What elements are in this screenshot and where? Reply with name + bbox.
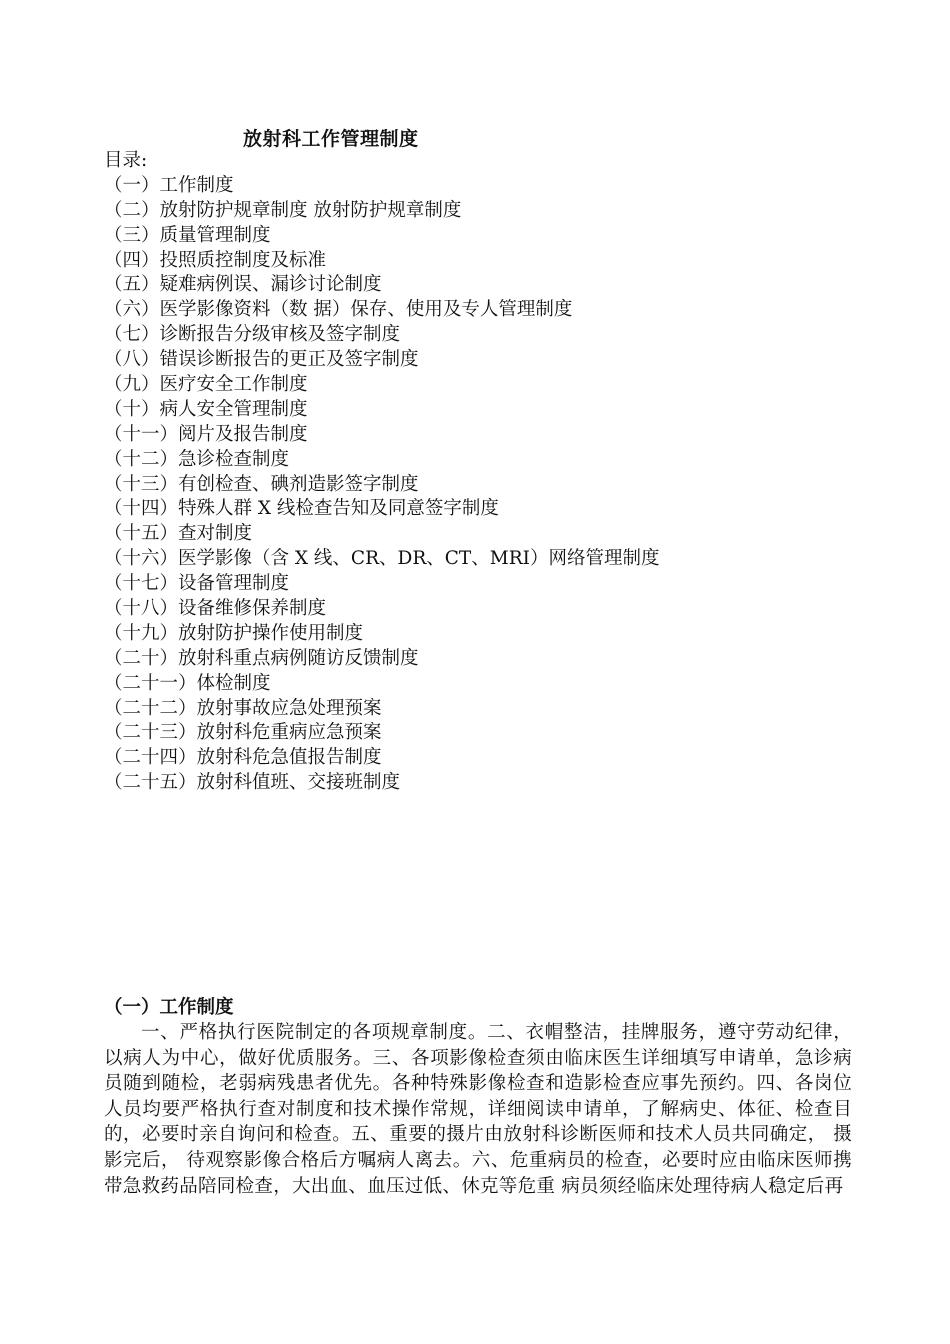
table-of-contents	[104, 149, 864, 796]
document-title: 放射科工作管理制度	[243, 128, 419, 150]
toc-item: （十一）阅片及报告制度	[104, 423, 308, 445]
toc-item: （十六）医学影像（含 X 线、CR、DR、CT、MRI）网络管理制度	[104, 548, 660, 570]
toc-heading: 目录:	[104, 150, 148, 171]
toc-item: （三）质量管理制度	[104, 224, 271, 246]
toc-item: （十）病人安全管理制度	[104, 398, 308, 420]
toc-item: （十八）设备维修保养制度	[104, 598, 327, 620]
toc-item: （一）工作制度	[104, 174, 234, 196]
toc-item: （六）医学影像资料（数 据）保存、使用及专人管理制度	[104, 299, 573, 321]
toc-item: （二十三）放射科危重病应急预案	[104, 722, 382, 744]
toc-item: （十七）设备管理制度	[104, 573, 290, 595]
toc-item: （四）投照质控制度及标准	[104, 249, 327, 271]
section-heading: （一）工作制度	[104, 997, 234, 1018]
section-work-rules	[104, 995, 852, 1199]
toc-item: （八）错误诊断报告的更正及签字制度	[104, 349, 419, 371]
toc-item: （十四）特殊人群 X 线检查告知及同意签字制度	[104, 498, 499, 520]
toc-item: （二）放射防护规章制度 放射防护规章制度	[104, 199, 462, 221]
section-body-paragraph: 一、严格执行医院制定的各项规章制度。二、衣帽整洁，挂牌服务，遵守劳动纪律，以病人为中心，做好优质服务。三、各项影像检查须由临床医生详细填写申请单，急诊病员随到随检，老弱病残患者优先。各种特殊影像检查和造影检查应事先预约。四、各岗位人员均要严格执行查对制度和技术操作常规，详细阅读申请单，了解病史、体征、检查目 的，必要时亲自询问和检查。五、重要的摄片由放射科诊断医师和技术人员共同确定， 摄影完后， 待观察影像合格后方嘱病人离去。六、危重病员的检查，必要时应由临床医师携带急救药品陪同检查，大出血、血压过低、休克等危重 病员须经临床处理待病人稳定后再	[104, 1022, 852, 1197]
toc-item: （二十二）放射事故应急处理预案	[104, 697, 382, 719]
toc-list	[104, 174, 864, 796]
toc-item: （五）疑难病例误、漏诊讨论制度	[104, 274, 382, 296]
toc-item: （十三）有创检查、碘剂造影签字制度	[104, 473, 419, 495]
toc-item: （十五）查对制度	[104, 523, 253, 545]
toc-item: （十九）放射防护操作使用制度	[104, 622, 364, 644]
toc-item: （二十一）体检制度	[104, 672, 271, 694]
toc-item: （九）医疗安全工作制度	[104, 374, 308, 396]
toc-item: （二十）放射科重点病例随访反馈制度	[104, 647, 419, 669]
toc-item: （十二）急诊检查制度	[104, 448, 290, 470]
toc-item: （二十四）放射科危急值报告制度	[104, 747, 382, 769]
toc-item: （二十五）放射科值班、交接班制度	[104, 772, 401, 794]
toc-item: （七）诊断报告分级审核及签字制度	[104, 324, 401, 346]
